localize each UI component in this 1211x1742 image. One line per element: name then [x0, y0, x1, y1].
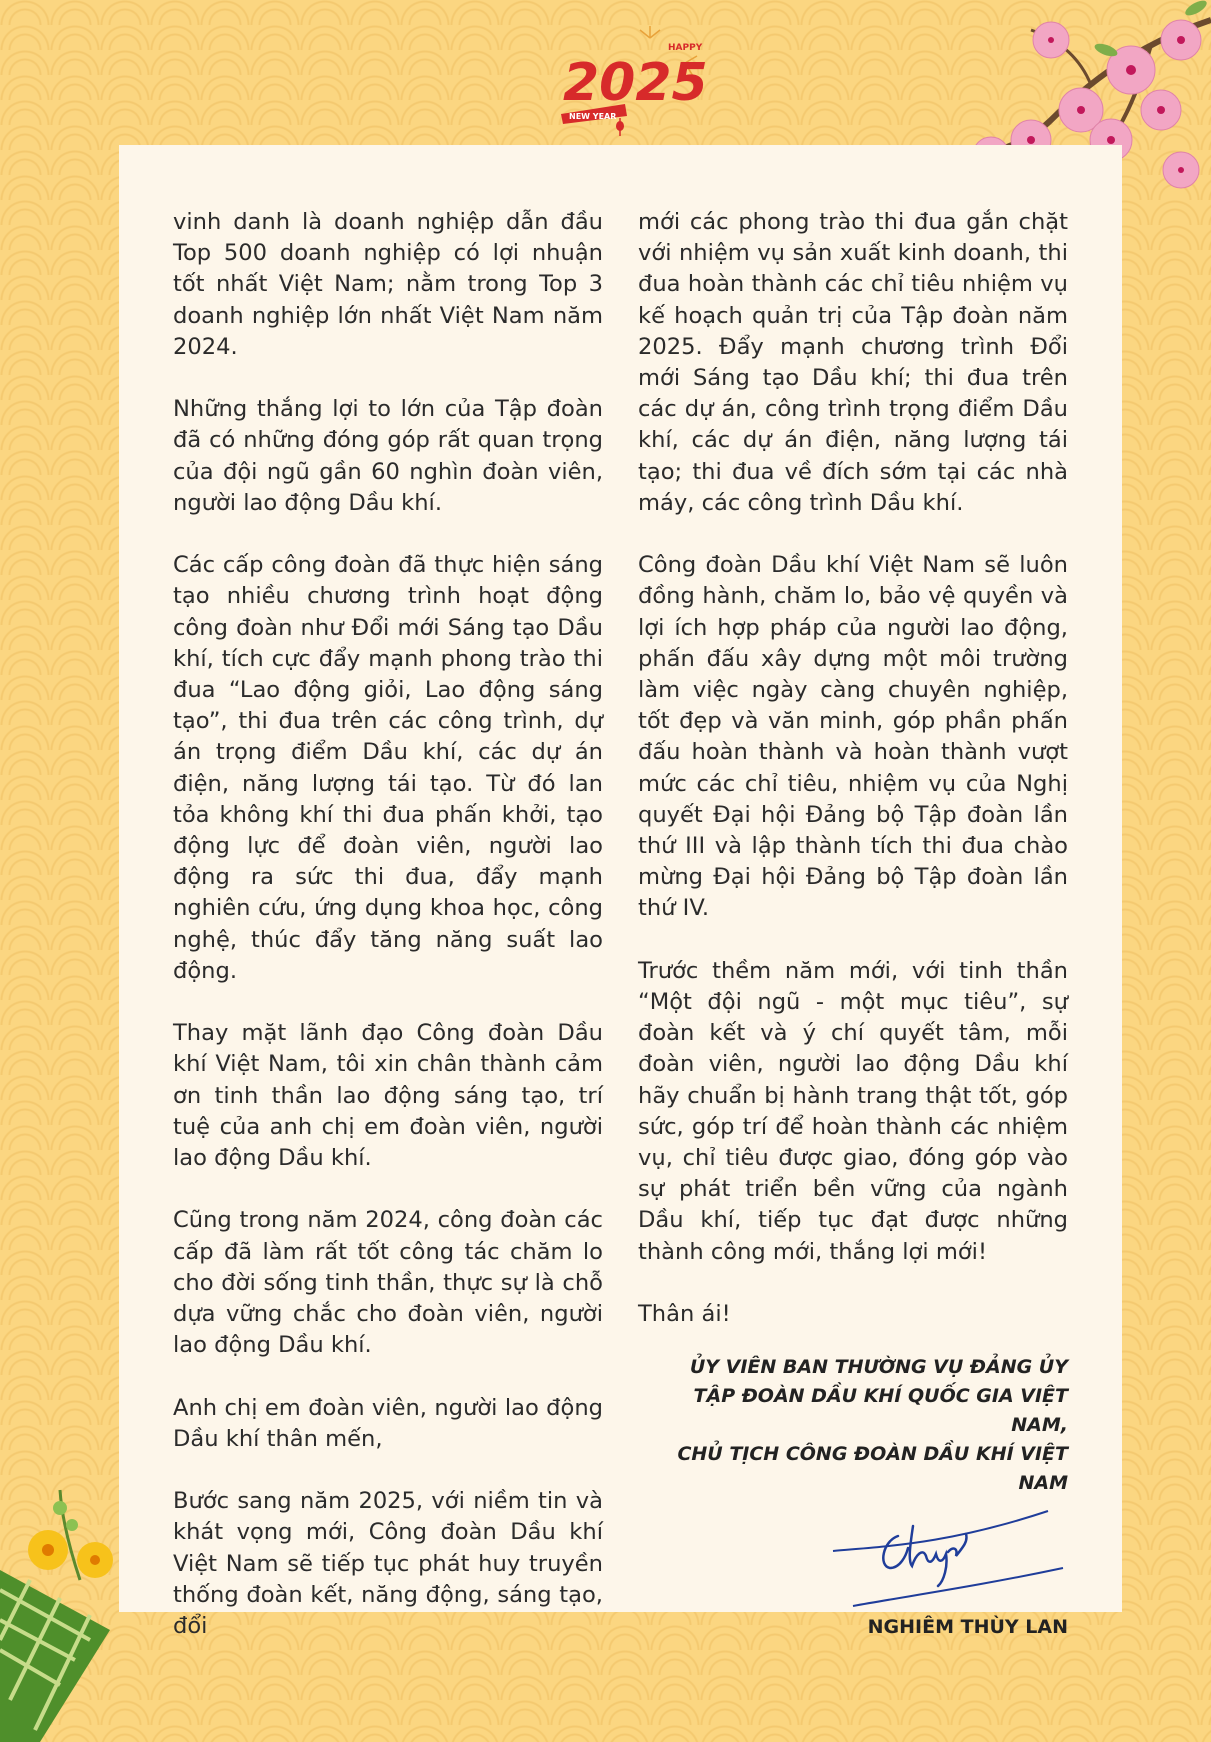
logo-happy-text: HAPPY	[668, 43, 703, 53]
closing-line: Thân ái!	[638, 1301, 731, 1328]
paragraph: mới các phong trào thi đua gắn chặt với nhiệm vụ sản xuất kinh doanh, thi đua hoàn thành các chỉ tiêu nhiệm vụ kế hoạch quản trị của Tập đoàn năm 2025. Đẩy mạnh chương trình Đổi mới Sáng tạo Dầu khí; thi đua trên các dự án, công trình trọng điểm Dầu khí, các dự án điện, năng lượng tái tạo; thi đua về đích sớm tại các nhà máy, các công trình Dầu khí.	[638, 209, 1068, 516]
lantern-icon	[616, 118, 624, 136]
letter-left-column	[173, 207, 603, 1673]
logo-new-year-text: NEW YEAR	[569, 112, 617, 121]
letter-right-column	[638, 207, 1068, 1644]
paragraph: Cũng trong năm 2024, công đoàn các cấp đã làm rất tốt công tác chăm lo cho đời sống tinh thần, thực sự là chỗ dựa vững chắc cho đoàn viên, người lao động Dầu khí.	[173, 1207, 603, 1359]
happy-new-year-2025-logo	[555, 18, 715, 138]
signatory-title-line: ỦY VIÊN BAN THƯỜNG VỤ ĐẢNG ỦY	[689, 1356, 1068, 1379]
banh-chung-icon	[0, 1480, 130, 1742]
signatory-title-line: TẬP ĐOÀN DẦU KHÍ QUỐC GIA VIỆT NAM,	[693, 1385, 1068, 1437]
paragraph: Anh chị em đoàn viên, người lao động Dầu khí thân mến,	[173, 1394, 603, 1452]
signatory-name: NGHIÊM THÙY LAN	[867, 1616, 1068, 1639]
apricot-flower-icon	[28, 1490, 113, 1580]
paragraph: vinh danh là doanh nghiệp dẫn đầu Top 500 doanh nghiệp có lợi nhuận tốt nhất Việt Nam; nằm trong Top 3 doanh nghiệp lớn nhất Việt Nam năm 2024.	[173, 209, 603, 360]
signatory-title-line: CHỦ TỊCH CÔNG ĐOÀN DẦU KHÍ VIỆT NAM	[677, 1443, 1068, 1495]
paragraph: Công đoàn Dầu khí Việt Nam sẽ luôn đồng hành, chăm lo, bảo vệ quyền và lợi ích hợp pháp của người lao động, phấn đấu xây dựng một môi trường làm việc ngày càng chuyên nghiệp, tốt đẹp và văn minh, góp phần phấn đấu hoàn thành và hoàn thành vượt mức các chỉ tiêu, nhiệm vụ của Nghị quyết Đại hội Đảng bộ Tập đoàn lần thứ III và lập thành tích thi đua chào mừng Đại hội Đảng bộ Tập đoàn lần thứ IV.	[638, 552, 1068, 922]
paragraph: Những thắng lợi to lớn của Tập đoàn đã có những đóng góp rất quan trọng của đội ngũ gần 60 nghìn đoàn viên, người lao động Dầu khí.	[173, 396, 603, 516]
paragraph: Các cấp công đoàn đã thực hiện sáng tạo nhiều chương trình hoạt động công đoàn như Đổi mới Sáng tạo Dầu khí, tích cực đẩy mạnh phong trào thi đua “Lao động giỏi, Lao động sáng tạo”, thi đua trên các công trình, dự án trọng điểm Dầu khí, các dự án điện, năng lượng tái tạo. Từ đó lan tỏa không khí thi đua phấn khởi, tạo động lực để đoàn viên, người lao động ra sức thi đua, đẩy mạnh nghiên cứu, ứng dụng khoa học, công nghệ, thúc đẩy tăng năng suất lao động.	[173, 552, 603, 984]
paragraph: Trước thềm năm mới, với tinh thần “Một đội ngũ - một mục tiêu”, sự đoàn kết và ý chí quyết tâm, mỗi đoàn viên, người lao động Dầu khí hãy chuẩn bị hành trang thật tốt, góp sức, góp trí để hoàn thành các nhiệm vụ, chỉ tiêu được giao, đóng góp vào sự phát triển bền vững của ngành Dầu khí, tiếp tục đạt được những thành công mới, thắng lợi mới!	[638, 957, 1068, 1265]
paragraph: Bước sang năm 2025, với niềm tin và khát vọng mới, Công đoàn Dầu khí Việt Nam sẽ tiếp tục phát huy truyền thống đoàn kết, năng động, sáng tạo, đổi	[173, 1488, 603, 1640]
logo-year-text: 2025	[563, 53, 708, 113]
paragraph: Thay mặt lãnh đạo Công đoàn Dầu khí Việt Nam, tôi xin chân thành cảm ơn tinh thần lao động sáng tạo, trí tuệ của anh chị em đoàn viên, người lao động Dầu khí.	[173, 1020, 603, 1172]
letter-paper	[119, 145, 1122, 1640]
handwritten-signature	[828, 1506, 1068, 1616]
signatory-title	[638, 1353, 1068, 1498]
